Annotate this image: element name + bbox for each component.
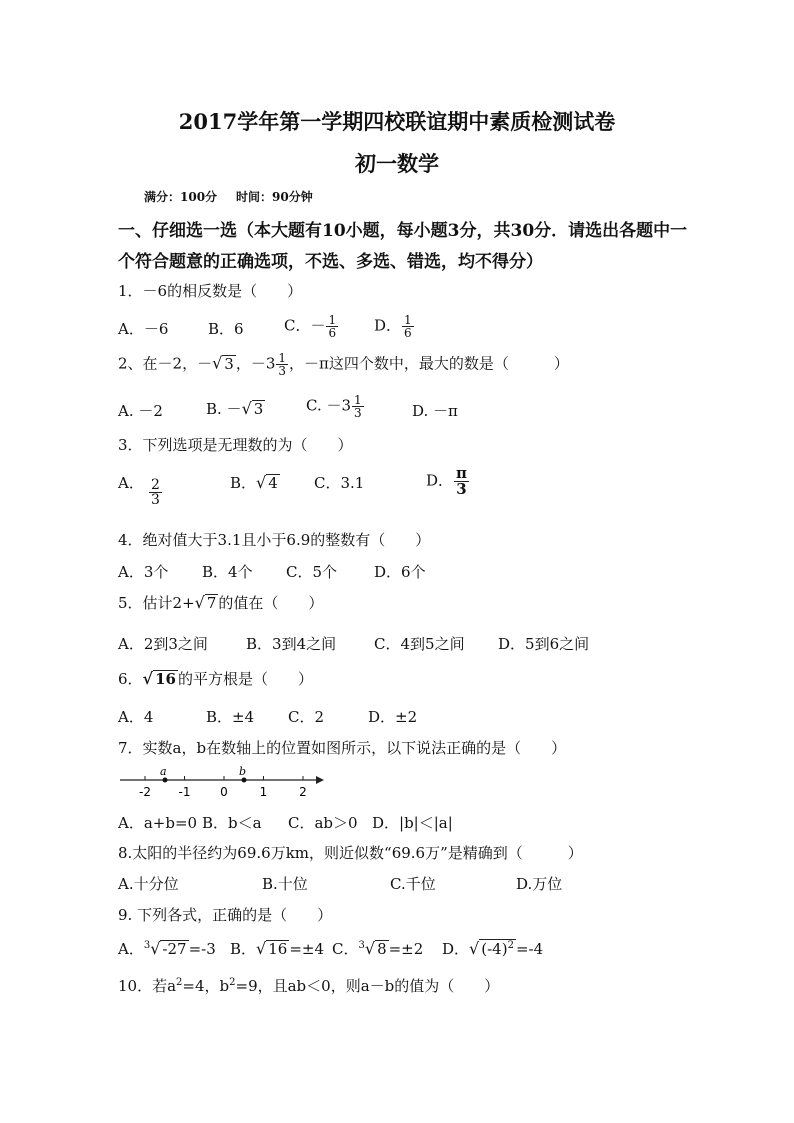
q3-option-d-fraction bbox=[454, 466, 469, 497]
q6-stem-part: 6． bbox=[118, 670, 143, 688]
point-b-label: b bbox=[239, 765, 247, 778]
q7-option-b: B．b＜a bbox=[202, 814, 262, 832]
q3-option-b bbox=[230, 472, 280, 493]
q9-option-c-suffix: =±2 bbox=[388, 940, 424, 958]
axis-tick-label: 2 bbox=[299, 785, 307, 799]
point-b-marker bbox=[242, 778, 247, 783]
q3-option-d bbox=[426, 466, 470, 497]
q2-option-b-radicand: 3 bbox=[253, 400, 264, 418]
q6-option-b: B．±4 bbox=[206, 708, 255, 726]
q3-option-a-fraction bbox=[149, 478, 162, 507]
fraction-denominator: 6 bbox=[328, 326, 337, 340]
question-3-options bbox=[118, 466, 718, 518]
q5-stem-part: 5．估计2+ bbox=[118, 594, 195, 612]
axis-tick-label: -1 bbox=[178, 785, 191, 799]
q6-option-a: A．4 bbox=[118, 708, 154, 726]
exam-time: 时间：90分钟 bbox=[236, 190, 313, 204]
q2-option-a: A. －2 bbox=[118, 402, 163, 420]
q9-option-c-radicand: 8 bbox=[377, 940, 387, 958]
q1-option-b: B．6 bbox=[208, 320, 244, 338]
q8-option-d: D.万位 bbox=[516, 875, 563, 893]
fraction-denominator: 3 bbox=[354, 406, 362, 420]
sqrt-sign-icon: √ bbox=[194, 593, 205, 612]
question-2-options bbox=[118, 394, 718, 426]
number-line-diagram bbox=[116, 764, 326, 800]
axis-tick-label: -2 bbox=[139, 785, 151, 799]
q9-option-a bbox=[118, 938, 216, 959]
question-9-options bbox=[118, 938, 738, 964]
exponent: 2 bbox=[176, 977, 183, 988]
q6-option-d: D．±2 bbox=[368, 708, 418, 726]
question-5-stem bbox=[118, 592, 323, 613]
q1-option-c bbox=[284, 314, 339, 339]
question-8-stem: 8.太阳的半径约为69.6万km，则近似数“69.6万”是精确到（ ） bbox=[118, 844, 583, 862]
question-3-stem: 3．下列选项是无理数的为（ ） bbox=[118, 436, 353, 454]
fraction-numerator: 1 bbox=[354, 393, 362, 407]
q1-option-a: A．－6 bbox=[118, 320, 169, 338]
q9-option-a-suffix: =-3 bbox=[188, 940, 216, 958]
radicand-exponent: 2 bbox=[507, 940, 514, 951]
q6-option-c: C．2 bbox=[288, 708, 325, 726]
q4-option-c: C．5个 bbox=[286, 563, 338, 581]
axis-tick-label: 0 bbox=[220, 785, 228, 799]
fraction-numerator: 2 bbox=[151, 477, 160, 493]
sqrt-sign-icon: √ bbox=[142, 669, 154, 688]
radicand-base: (-4) bbox=[481, 940, 508, 958]
question-7-stem: 7．实数a，b在数轴上的位置如图所示，以下说法正确的是（ ） bbox=[118, 739, 567, 757]
q9-option-b-radicand: 16 bbox=[268, 940, 288, 958]
arrow-icon bbox=[316, 776, 324, 784]
q2-stem-part: ，－π这四个数中，最大的数是（ ） bbox=[289, 354, 569, 373]
question-2-stem bbox=[118, 352, 569, 377]
q10-stem-part: =9，且ab＜0，则a－b的值为（ ） bbox=[235, 977, 500, 995]
q2-stem-part: 2、在－2，－ bbox=[118, 354, 213, 373]
question-4-stem: 4．绝对值大于3.1且小于6.9的整数有（ ） bbox=[118, 531, 431, 549]
sqrt-sign-icon: √ bbox=[469, 939, 480, 958]
fraction-numerator: π bbox=[456, 464, 468, 482]
point-a-label: a bbox=[160, 765, 167, 778]
q1-option-c-prefix: C．－ bbox=[284, 316, 326, 335]
question-1-stem: 1．－6的相反数是（ ） bbox=[118, 282, 303, 300]
q9-option-b bbox=[230, 938, 324, 959]
q6-stem-part: 的平方根是（ ） bbox=[177, 670, 313, 688]
q1-option-c-fraction bbox=[326, 314, 338, 339]
q9-option-d-prefix: D． bbox=[442, 940, 470, 958]
sqrt-sign-icon: √ bbox=[364, 939, 376, 958]
q9-option-c-prefix: C． bbox=[332, 940, 359, 958]
q4-option-a: A．3个 bbox=[118, 563, 169, 581]
exponent: 2 bbox=[229, 977, 236, 988]
q3-option-b-prefix: B． bbox=[230, 474, 257, 492]
q7-option-c: C．ab＞0 bbox=[288, 814, 358, 832]
q8-option-b: B.十位 bbox=[262, 875, 308, 893]
q2-radicand: 3 bbox=[224, 354, 234, 373]
question-10-stem bbox=[118, 975, 499, 996]
fraction-numerator: 1 bbox=[404, 313, 412, 327]
full-score: 满分：100分 bbox=[144, 190, 218, 204]
q10-stem-part: =4，b bbox=[182, 977, 230, 995]
q10-stem-part: 10．若a bbox=[118, 977, 177, 995]
sqrt-sign-icon: √ bbox=[241, 399, 252, 418]
q3-option-a bbox=[118, 472, 144, 493]
fraction-denominator: 3 bbox=[151, 492, 160, 508]
fraction-numerator: 1 bbox=[278, 351, 287, 365]
q1-option-d-fraction bbox=[402, 314, 414, 339]
question-6-options bbox=[118, 706, 718, 728]
fraction-denominator: 3 bbox=[278, 364, 287, 378]
fraction-denominator: 3 bbox=[456, 480, 467, 498]
sqrt-sign-icon: √ bbox=[256, 473, 267, 492]
section-heading-line1: 一、仔细选一选（本大题有10小题，每小题3分，共30分．请选出各题中一 bbox=[118, 221, 688, 241]
q4-option-d: D．6个 bbox=[374, 563, 426, 581]
question-4-options bbox=[118, 561, 718, 583]
q5-option-c: C．4到5之间 bbox=[374, 635, 465, 653]
q8-option-c: C.千位 bbox=[390, 875, 436, 893]
q2-option-b bbox=[206, 398, 265, 419]
q3-option-b-radicand: 4 bbox=[268, 474, 278, 492]
q9-option-b-prefix: B． bbox=[230, 940, 257, 958]
q5-option-a: A．2到3之间 bbox=[118, 635, 208, 653]
q5-stem-part: 的值在（ ） bbox=[218, 594, 324, 612]
fraction-numerator: 1 bbox=[328, 313, 337, 327]
question-1-options bbox=[118, 314, 718, 344]
root-index: 3 bbox=[358, 940, 365, 951]
q9-option-a-prefix: A． bbox=[118, 940, 144, 958]
question-6-stem bbox=[118, 668, 313, 689]
q9-option-d-suffix: =-4 bbox=[515, 940, 544, 958]
q5-option-d: D．5到6之间 bbox=[498, 635, 590, 653]
q2-option-b-prefix: B. － bbox=[206, 400, 242, 418]
fraction-denominator: 6 bbox=[404, 326, 412, 340]
q2-stem-fraction bbox=[276, 352, 288, 377]
q9-option-b-suffix: =±4 bbox=[289, 940, 325, 958]
sqrt-sign-icon: √ bbox=[212, 353, 223, 373]
q9-option-c bbox=[332, 938, 423, 959]
q1-option-d-prefix: D． bbox=[374, 316, 402, 335]
root-index: 3 bbox=[143, 940, 151, 951]
section-heading-line2: 个符合题意的正确选项，不选、多选、错选，均不得分） bbox=[118, 252, 543, 272]
question-7-options bbox=[118, 812, 718, 834]
q2-option-c bbox=[306, 394, 365, 419]
q1-option-d bbox=[374, 314, 415, 339]
q3-option-d-prefix: D． bbox=[426, 471, 454, 490]
question-8-options bbox=[118, 873, 718, 895]
q6-radicand: 16 bbox=[155, 670, 176, 688]
sqrt-sign-icon: √ bbox=[150, 939, 161, 958]
q5-radicand: 7 bbox=[206, 594, 217, 612]
q2-option-c-prefix: C. －3 bbox=[306, 396, 352, 415]
exam-subtitle: 初一数学 bbox=[355, 151, 439, 176]
exam-title: 2017学年第一学期四校联谊期中素质检测试卷 bbox=[178, 109, 616, 134]
q9-option-a-radicand: -27 bbox=[162, 940, 187, 958]
q7-option-a: A．a+b=0 bbox=[118, 814, 198, 832]
q2-stem-part: ，－3 bbox=[235, 354, 276, 373]
q2-option-d: D. －π bbox=[412, 402, 458, 420]
q2-option-c-fraction bbox=[352, 394, 364, 419]
q7-option-d: D．|b|＜|a| bbox=[372, 814, 453, 832]
q3-option-c: C．3.1 bbox=[314, 474, 365, 492]
point-a-marker bbox=[163, 778, 168, 783]
axis-tick-label: 1 bbox=[259, 785, 268, 799]
q4-option-b: B．4个 bbox=[202, 563, 253, 581]
q8-option-a: A.十分位 bbox=[118, 875, 179, 893]
q3-option-a-prefix: A． bbox=[118, 474, 144, 492]
sqrt-sign-icon: √ bbox=[256, 939, 267, 958]
q9-option-d-radicand bbox=[479, 939, 516, 958]
question-9-stem: 9. 下列各式，正确的是（ ） bbox=[118, 906, 333, 924]
q5-option-b: B．3到4之间 bbox=[246, 635, 337, 653]
question-5-options bbox=[118, 633, 718, 655]
q9-option-d bbox=[442, 938, 543, 959]
